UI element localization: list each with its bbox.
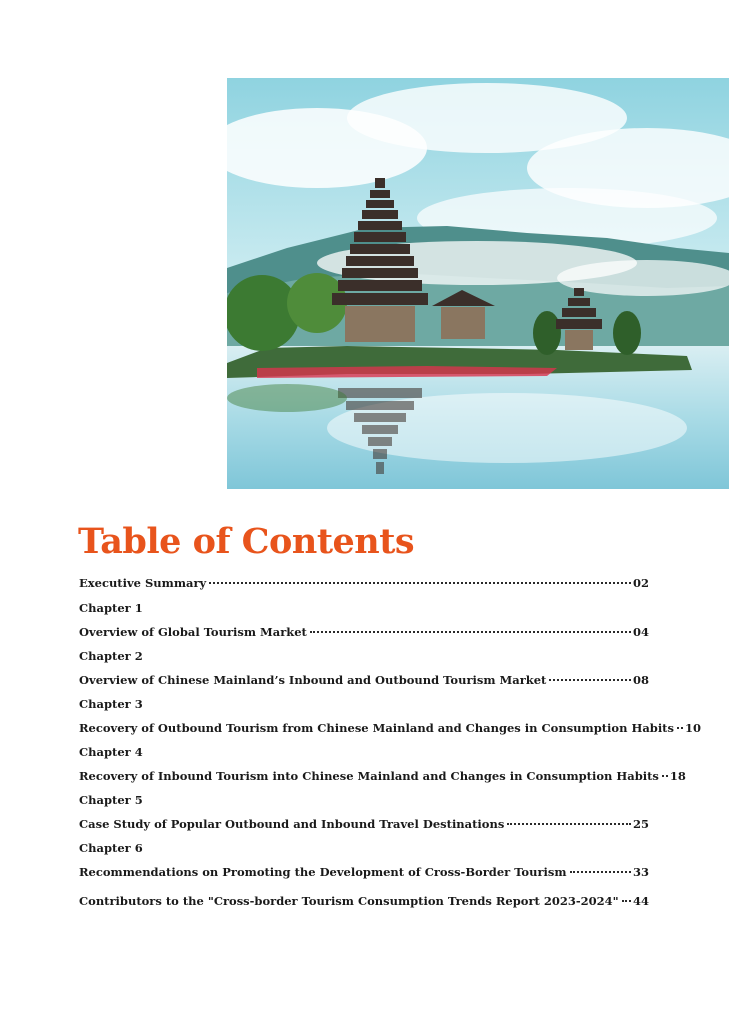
toc-entry-label: Overview of Chinese Mainland’s Inbound and Outbound Tourism Market <box>79 673 547 687</box>
toc-row <box>79 625 649 639</box>
hero-image <box>227 78 729 489</box>
chapter-label: Chapter 4 <box>79 745 143 759</box>
toc-entry-executive-summary[interactable] <box>79 576 649 590</box>
toc-page-number: 10 <box>684 721 701 735</box>
dot-leader <box>209 582 631 584</box>
toc-page-number: 44 <box>632 894 649 908</box>
dot-leader <box>507 823 631 825</box>
toc-entry-chapter-4[interactable] <box>79 745 686 783</box>
toc-row <box>79 769 686 783</box>
toc-entry-chapter-5[interactable] <box>79 793 649 831</box>
toc-entry-contributors[interactable] <box>79 894 649 908</box>
dot-leader <box>662 775 668 777</box>
chapter-label: Chapter 1 <box>79 601 143 615</box>
dot-leader <box>622 900 631 902</box>
toc-page-number: 33 <box>632 865 649 879</box>
toc-entry-chapter-3[interactable] <box>79 697 701 735</box>
toc-page-number: 25 <box>632 817 649 831</box>
chapter-label: Chapter 5 <box>79 793 143 807</box>
toc-entry-chapter-2[interactable] <box>79 649 649 687</box>
toc-entry-label: Recovery of Outbound Tourism from Chinese Mainland and Changes in Consumption Habits <box>79 721 674 735</box>
toc-entry-label: Recommendations on Promoting the Development of Cross-Border Tourism <box>79 865 567 879</box>
chapter-label: Chapter 3 <box>79 697 143 711</box>
toc-entry-label: Executive Summary <box>79 576 207 590</box>
dot-leader <box>570 871 631 873</box>
toc-entry-label: Overview of Global Tourism Market <box>79 625 307 639</box>
toc-page-number: 08 <box>632 673 649 687</box>
toc-entry-label: Contributors to the "Cross-border Tourism Consumption Trends Report 2023-2024" <box>79 894 619 908</box>
toc-entry-label: Recovery of Inbound Tourism into Chinese Mainland and Changes in Consumption Habits <box>79 769 659 783</box>
dot-leader <box>549 679 631 681</box>
toc-page-number: 02 <box>632 576 649 590</box>
toc-row <box>79 721 701 735</box>
page-title: Table of Contents <box>78 521 415 562</box>
toc-entry-chapter-1[interactable] <box>79 601 649 639</box>
toc-row <box>79 576 649 590</box>
toc-row <box>79 817 649 831</box>
toc-page-number: 04 <box>632 625 649 639</box>
toc-page-number: 18 <box>669 769 686 783</box>
dot-leader <box>310 631 631 633</box>
toc-row <box>79 673 649 687</box>
toc-row <box>79 894 649 908</box>
pagoda-lake-illustration <box>227 78 729 489</box>
chapter-label: Chapter 2 <box>79 649 143 663</box>
toc-entry-chapter-6[interactable] <box>79 841 649 879</box>
chapter-label: Chapter 6 <box>79 841 143 855</box>
toc-row <box>79 865 649 879</box>
dot-leader <box>677 727 683 729</box>
toc-entry-label: Case Study of Popular Outbound and Inbound Travel Destinations <box>79 817 505 831</box>
